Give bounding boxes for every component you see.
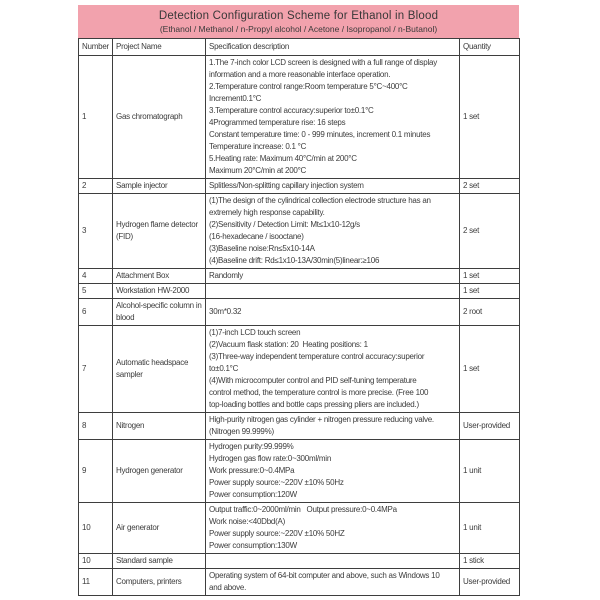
spec-line: extremely high response capability. — [209, 208, 325, 217]
spec-line: Output traffic:0~2000ml/min Output pressure:0~0.4MPa — [209, 505, 397, 514]
row-project: Workstation HW-2000 — [113, 284, 206, 299]
spec-line: (4)With microcomputer control and PID self-tuning temperature — [209, 376, 417, 385]
row-quantity: 2 root — [460, 299, 520, 326]
table-row — [79, 569, 520, 596]
spec-line: Power supply source:~220V ±10% 50HZ — [209, 529, 345, 538]
row-project: Hydrogen flame detector (FID) — [113, 194, 206, 269]
column-header-specification: Specification description — [206, 39, 460, 56]
spec-line: 30m*0.32 — [209, 307, 242, 316]
table-row — [79, 179, 520, 194]
row-project: Gas chromatograph — [113, 56, 206, 179]
row-spec — [206, 299, 460, 326]
table-row — [79, 299, 520, 326]
row-project: Attachment Box — [113, 269, 206, 284]
row-number: 9 — [79, 440, 113, 503]
table-row — [79, 503, 520, 554]
row-number: 5 — [79, 284, 113, 299]
table-body — [79, 56, 520, 596]
spec-line: 3.Temperature control accuracy:superior to±0.1°C — [209, 106, 374, 115]
table-row — [79, 284, 520, 299]
spec-line: (4)Baseline drift: Rd≤1x10-13A/30min(5)linear:≥106 — [209, 256, 380, 265]
spec-line: Increment0.1°C — [209, 94, 262, 103]
spec-line: High-purity nitrogen gas cylinder + nitrogen pressure reducing valve. — [209, 415, 434, 424]
spec-line: to±0.1°C — [209, 364, 239, 373]
row-quantity: 1 set — [460, 284, 520, 299]
page-title: Detection Configuration Scheme for Ethanol in Blood — [158, 10, 439, 22]
row-number: 1 — [79, 56, 113, 179]
row-project: Hydrogen generator — [113, 440, 206, 503]
spec-line: Hydrogen purity:99.999% — [209, 442, 294, 451]
spec-line: (16-hexadecane / isooctane) — [209, 232, 304, 241]
row-number: 6 — [79, 299, 113, 326]
row-quantity: User-provided — [460, 569, 520, 596]
row-quantity: 1 unit — [460, 503, 520, 554]
table-row — [79, 269, 520, 284]
row-spec — [206, 326, 460, 413]
document — [78, 5, 520, 596]
row-quantity: User-provided — [460, 413, 520, 440]
row-quantity: 2 set — [460, 179, 520, 194]
row-number: 10 — [79, 554, 113, 569]
row-spec — [206, 179, 460, 194]
row-spec — [206, 503, 460, 554]
row-spec — [206, 284, 460, 299]
row-number: 8 — [79, 413, 113, 440]
spec-line: Constant temperature time: 0 - 999 minutes, increment 0.1 minutes — [209, 130, 431, 139]
row-spec — [206, 440, 460, 503]
spec-line: 1.The 7-inch color LCD screen is designed with a full range of display — [209, 58, 437, 67]
table-row — [79, 56, 520, 179]
banner — [78, 5, 519, 38]
spec-line: Work pressure:0~0.4MPa — [209, 466, 295, 475]
spec-line: Power supply source:~220V ±10% 50Hz — [209, 478, 344, 487]
row-project: Alcohol-specific column in blood — [113, 299, 206, 326]
table-row — [79, 554, 520, 569]
row-project: Automatic headspace sampler — [113, 326, 206, 413]
row-project: Sample injector — [113, 179, 206, 194]
row-quantity: 1 set — [460, 269, 520, 284]
spec-line: Randomly — [209, 271, 244, 280]
row-number: 3 — [79, 194, 113, 269]
row-quantity: 1 unit — [460, 440, 520, 503]
spec-line: Power consumption:120W — [209, 490, 297, 499]
header-row — [79, 39, 520, 56]
spec-line: 2.Temperature control range:Room temperature 5°C~400°C — [209, 82, 408, 91]
spec-line: information and a more reasonable interface operation. — [209, 70, 391, 79]
table-row — [79, 413, 520, 440]
row-spec — [206, 569, 460, 596]
spec-line: (2)Vacuum flask station: 20 Heating positions: 1 — [209, 340, 368, 349]
row-project: Computers, printers — [113, 569, 206, 596]
spec-line: top-loading bottles and bottle caps pressing pliers are included.) — [209, 400, 419, 409]
row-quantity: 1 set — [460, 326, 520, 413]
column-header-quantity: Quantity — [460, 39, 520, 56]
row-project: Nitrogen — [113, 413, 206, 440]
spec-line: Hydrogen gas flow rate:0~300ml/min — [209, 454, 332, 463]
table-row — [79, 194, 520, 269]
row-number: 2 — [79, 179, 113, 194]
spec-line: (Nitrogen 99.999%) — [209, 427, 274, 436]
spec-line: Temperature increase: 0.1 °C — [209, 142, 307, 151]
row-project: Air generator — [113, 503, 206, 554]
row-spec — [206, 56, 460, 179]
table-row — [79, 440, 520, 503]
column-header-number: Number — [79, 39, 113, 56]
spec-line: 5.Heating rate: Maximum 40°C/min at 200°C — [209, 154, 357, 163]
column-header-project-name: Project Name — [113, 39, 206, 56]
row-number: 7 — [79, 326, 113, 413]
row-number: 4 — [79, 269, 113, 284]
spec-line: Operating system of 64-bit computer and above, such as Windows 10 — [209, 571, 440, 580]
spec-line: and above. — [209, 583, 247, 592]
row-spec — [206, 269, 460, 284]
row-number: 10 — [79, 503, 113, 554]
spec-line: (3)Three-way independent temperature control accuracy:superior — [209, 352, 425, 361]
spec-line: (3)Baseline noise:Rn≤5x10-14A — [209, 244, 315, 253]
row-quantity: 1 set — [460, 56, 520, 179]
spec-table — [78, 38, 520, 596]
table-header — [79, 39, 520, 56]
row-project: Standard sample — [113, 554, 206, 569]
table-row — [79, 326, 520, 413]
row-quantity: 1 stick — [460, 554, 520, 569]
spec-line: (2)Sensitivity / Detection Limit: Mt≤1x10-12g/s — [209, 220, 360, 229]
spec-line: 4Programmed temperature rise: 16 steps — [209, 118, 346, 127]
spec-line: Maximum 20°C/min at 200°C — [209, 166, 307, 175]
row-spec — [206, 554, 460, 569]
spec-line: Work noise:<40Dbd(A) — [209, 517, 285, 526]
page-subtitle: (Ethanol / Methanol / n-Propyl alcohol / Acetone / Isopropanol / n-Butanol) — [159, 24, 438, 34]
spec-line: (1)The design of the cylindrical collection electrode structure has an — [209, 196, 431, 205]
row-quantity: 2 set — [460, 194, 520, 269]
row-spec — [206, 194, 460, 269]
row-spec — [206, 413, 460, 440]
spec-line: Power consumption:130W — [209, 541, 297, 550]
spec-line: (1)7-inch LCD touch screen — [209, 328, 301, 337]
row-number: 11 — [79, 569, 113, 596]
spec-line: Splitless/Non-splitting capillary injection system — [209, 181, 364, 190]
spec-line: control method, the temperature control is more precise. (Free 100 — [209, 388, 429, 397]
